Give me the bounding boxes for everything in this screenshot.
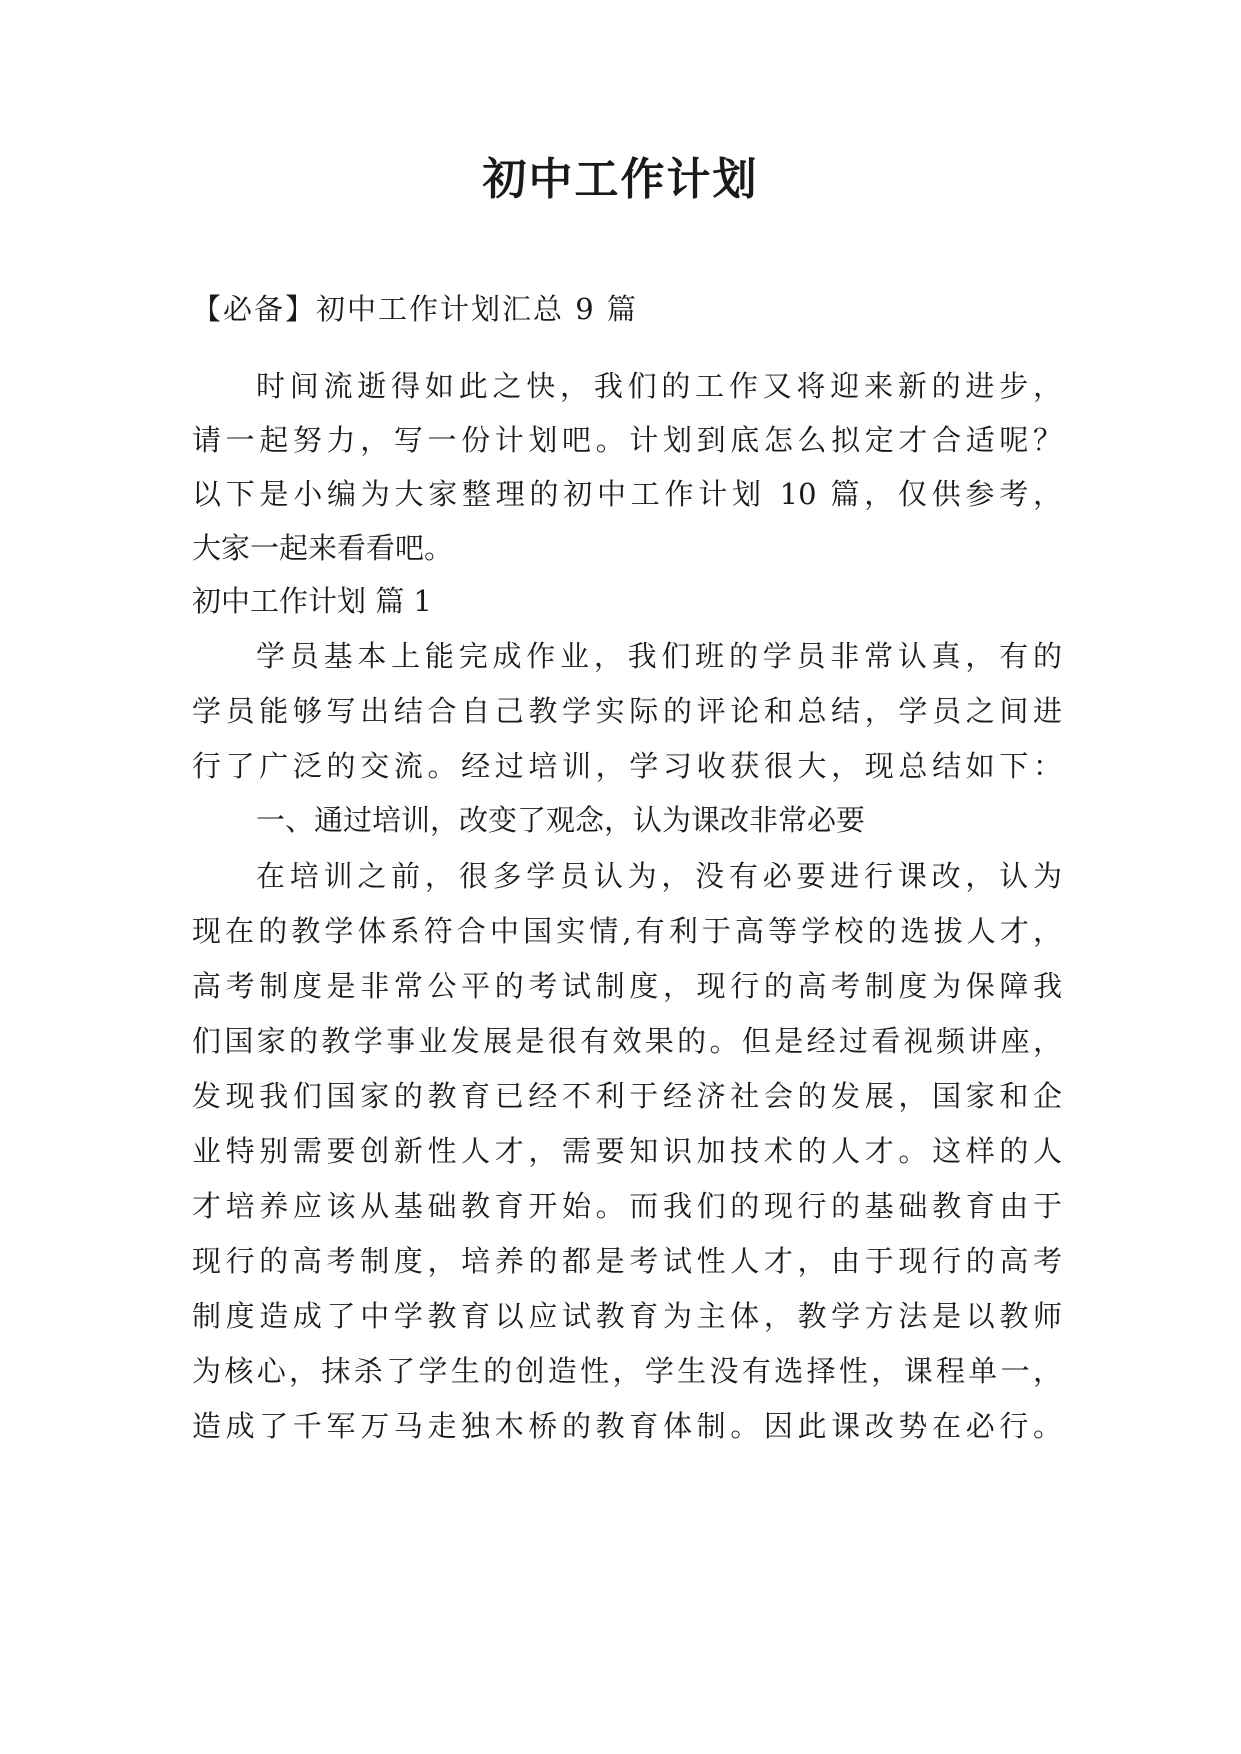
- paragraph-line: 造成了千军万马走独木桥的教育体制。因此课改势在必行。: [192, 1409, 1062, 1443]
- paragraph-line: 学员基本上能完成作业，我们班的学员非常认真，有的: [256, 639, 1062, 673]
- paragraph-line: 现在的教学体系符合中国实情,有利于高等学校的选拔人才，: [192, 914, 1062, 948]
- paragraph-line: 学员能够写出结合自己教学实际的评论和总结，学员之间进: [192, 694, 1062, 728]
- paragraph-line: 现行的高考制度，培养的都是考试性人才，由于现行的高考: [192, 1244, 1062, 1278]
- paragraph-line: 业特别需要创新性人才，需要知识加技术的人才。这样的人: [192, 1134, 1062, 1168]
- paragraph-line: 们国家的教学事业发展是很有效果的。但是经过看视频讲座，: [192, 1024, 1062, 1058]
- paragraph-line: 在培训之前，很多学员认为，没有必要进行课改，认为: [256, 859, 1062, 893]
- subsection-heading: 一、通过培训，改变了观念，认为课改非常必要: [256, 803, 866, 837]
- document-subtitle: 【必备】初中工作计划汇总 9 篇: [192, 292, 638, 326]
- paragraph-line: 制度造成了中学教育以应试教育为主体，教学方法是以教师: [192, 1299, 1062, 1333]
- paragraph-line: 发现我们国家的教育已经不利于经济社会的发展，国家和企: [192, 1079, 1062, 1113]
- paragraph-line: 请一起努力，写一份计划吧。计划到底怎么拟定才合适呢？: [192, 423, 1062, 457]
- paragraph-line: 为核心，抹杀了学生的创造性，学生没有选择性，课程单一，: [192, 1354, 1062, 1388]
- paragraph-line: 行了广泛的交流。经过培训，学习收获很大，现总结如下：: [192, 749, 1062, 783]
- paragraph-line: 才培养应该从基础教育开始。而我们的现行的基础教育由于: [192, 1189, 1062, 1223]
- paragraph-line: 时间流逝得如此之快，我们的工作又将迎来新的进步，: [256, 369, 1062, 403]
- section-heading: 初中工作计划 篇 1: [192, 584, 432, 618]
- paragraph-line: 高考制度是非常公平的考试制度，现行的高考制度为保障我: [192, 969, 1062, 1003]
- paragraph-line: 大家一起来看看吧。: [192, 531, 454, 565]
- paragraph-line: 以下是小编为大家整理的初中工作计划 10 篇，仅供参考，: [192, 477, 1062, 511]
- document-title: 初中工作计划: [482, 154, 759, 205]
